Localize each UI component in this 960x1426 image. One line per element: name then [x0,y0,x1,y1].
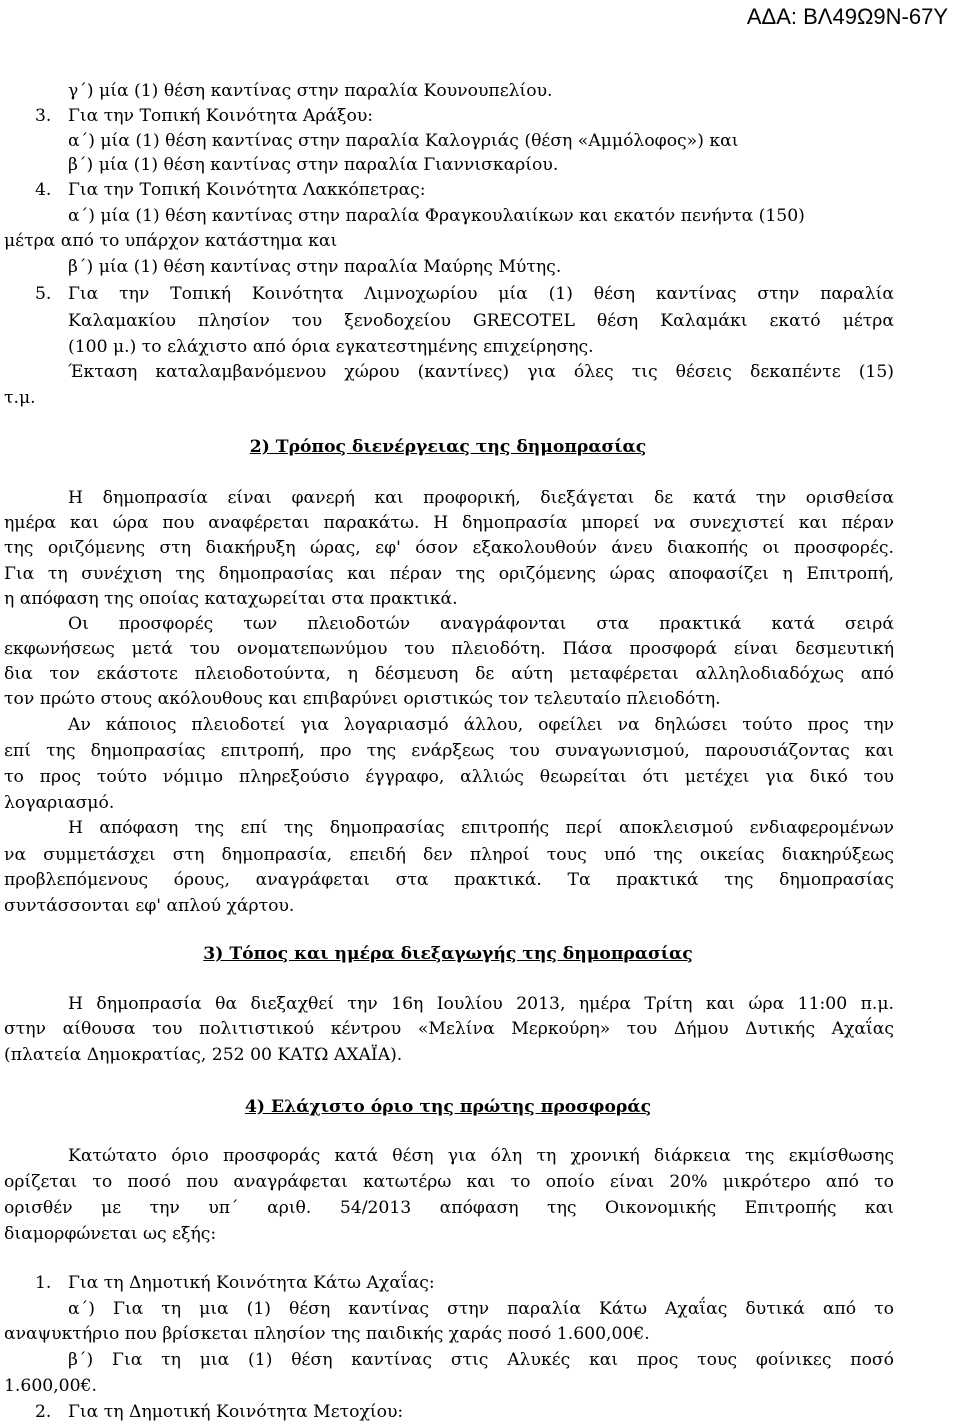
paragraph-line: ημέρα και ώρα που αναφέρεται παρακάτω. Η δημοπρασία μπορεί να συνεχιστεί και πέραν [4,513,894,533]
list-line: Για την Τοπική Κοινότητα Αράξου: [68,106,374,126]
list-line: (100 μ.) το ελάχιστο από όρια εγκατεστημένης επιχείρησης. [68,337,594,357]
list-line: α΄) μία (1) θέση καντίνας στην παραλία Καλογριάς (θέση «Αμμόλοφος») και [68,131,739,151]
paragraph-line: Η απόφαση της επί της δημοπρασίας επιτροπής περί αποκλεισμού ενδιαφερομένων [68,818,894,838]
paragraph-line: Η δημοπρασία είναι φανερή και προφορική, διεξάγεται δε κατά την ορισθείσα [68,488,894,508]
list-line: α΄) μία (1) θέση καντίνας στην παραλία Φραγκουλαιίκων και εκατόν πενήντα (150) [68,206,805,226]
list-line: γ΄) μία (1) θέση καντίνας στην παραλία Κουνουπελίου. [68,81,553,101]
paragraph-line: προβλεπόμενους όρους, αναγράφεται στα πρακτικά. Τα πρακτικά της δημοπρασίας [4,870,894,890]
paragraph-line: ορισθέν με την υπ΄ αριθ. 54/2013 απόφαση της Οικονομικής Επιτροπής και [4,1198,894,1218]
list-number: 2. [35,1402,52,1422]
paragraph-line: Για τη συνέχιση της δημοπρασίας και πέραν της οριζόμενης ώρας αποφασίζει η Επιτροπή, [4,564,894,584]
list-number: 4. [35,180,52,200]
list-line: α΄) Για τη μια (1) θέση καντίνας στην παραλία Κάτω Αχαΐας δυτικά από το [68,1299,894,1319]
paragraph-line: τον πρώτο στους ακόλουθους και επιβαρύνει οριστικώς τον τελευταίο πλειοδότη. [4,689,721,709]
paragraph-line: της οριζόμενης στη διακήρυξη ώρας, εφ' όσον εξακολουθούν άνευ διακοπής οι προσφορές. [4,538,894,558]
list-line: Για την Τοπική Κοινότητα Λακκόπετρας: [68,180,426,200]
paragraph-line: ορίζεται το ποσό που αναγράφεται κατωτέρω και το οποίο είναι 20% μικρότερο από το [4,1172,894,1192]
paragraph-line: το προς τούτο νόμιμο πληρεξούσιο έγγραφο, αλλιώς θεωρείται ότι μετέχει για δικό του [4,767,894,787]
paragraph-line: η απόφαση της οποίας καταχωρείται στα πρακτικά. [4,589,458,609]
paragraph-line: λογαριασμό. [4,793,115,813]
paragraph-line: συντάσσονται εφ' απλού χάρτου. [4,896,295,916]
paragraph-line: να συμμετάσχει στη δημοπρασία, επειδή δεν πληροί τους υπό της οικείας διακηρύξεως [4,845,894,865]
section-heading: 2) Τρόπος διενέργειας της δημοπρασίας [249,437,647,457]
paragraph-line: δια τον εκάστοτε πλειοδοτούντα, η δέσμευση δε αύτη μεταφέρεται αλληλοδιαδόχως από [4,664,894,684]
list-line: Έκταση καταλαμβανόμενου χώρου (καντίνες) για όλες τις θέσεις δεκαπέντε (15) [68,362,894,382]
document-id-code: ΑΔΑ: ΒΛ49Ω9Ν-67Υ [746,4,948,29]
list-line: τ.μ. [4,388,36,408]
paragraph-line: Αν κάποιος πλειοδοτεί για λογαριασμό άλλου, οφείλει να δηλώσει τούτο προς την [68,715,894,735]
list-number: 5. [35,284,52,304]
paragraph-line: επί της δημοπρασίας επιτροπή, προ της ενάρξεως του συναγωνισμού, παρουσιάζοντας και [4,741,894,761]
list-number: 1. [35,1273,52,1293]
list-number: 3. [35,106,52,126]
paragraph-line: Οι προσφορές των πλειοδοτών αναγράφονται στα πρακτικά κατά σειρά [68,614,894,634]
list-line: Καλαμακίου πλησίον του ξενοδοχείου GRECOTEL θέση Καλαμάκι εκατό μέτρα [68,311,894,331]
list-line: μέτρα από το υπάρχον κατάστημα και [4,231,338,251]
paragraph-line: (πλατεία Δημοκρατίας, 252 00 ΚΑΤΩ ΑΧΑΪΑ). [4,1045,403,1065]
list-line: β΄) μία (1) θέση καντίνας στην παραλία Γιαννισκαρίου. [68,155,559,175]
paragraph-line: στην αίθουσα του πολιτιστικού κέντρου «Μελίνα Μερκούρη» του Δήμου Δυτικής Αχαΐας [4,1019,894,1039]
list-line: αναψυκτήριο που βρίσκεται πλησίον της παιδικής χαράς ποσό 1.600,00€. [4,1324,650,1344]
section-heading: 3) Τόπος και ημέρα διεξαγωγής της δημοπρασίας [203,944,693,964]
section-heading: 4) Ελάχιστο όριο της πρώτης προσφοράς [244,1097,652,1117]
list-line: β΄) Για τη μια (1) θέση καντίνας στις Αλυκές και προς τους φοίνικες ποσό [68,1350,894,1370]
paragraph-line: Η δημοπρασία θα διεξαχθεί την 16η Ιουλίου 2013, ημέρα Τρίτη και ώρα 11:00 π.μ. [68,994,894,1014]
paragraph-line: Κατώτατο όριο προσφοράς κατά θέση για όλη τη χρονική διάρκεια της εκμίσθωσης [68,1146,894,1166]
paragraph-line: διαμορφώνεται ως εξής: [4,1224,217,1244]
list-line: Για τη Δημοτική Κοινότητα Μετοχίου: [68,1402,404,1422]
paragraph-line: εκφωνήσεως μετά του ονοματεπωνύμου του πλειοδότη. Πάσα προσφορά είναι δεσμευτική [4,639,894,659]
list-line: 1.600,00€. [4,1376,97,1396]
list-line: β΄) μία (1) θέση καντίνας στην παραλία Μαύρης Μύτης. [68,257,562,277]
list-line: Για την Τοπική Κοινότητα Λιμνοχωρίου μία (1) θέση καντίνας στην παραλία [68,284,894,304]
list-line: Για τη Δημοτική Κοινότητα Κάτω Αχαΐας: [68,1273,435,1293]
